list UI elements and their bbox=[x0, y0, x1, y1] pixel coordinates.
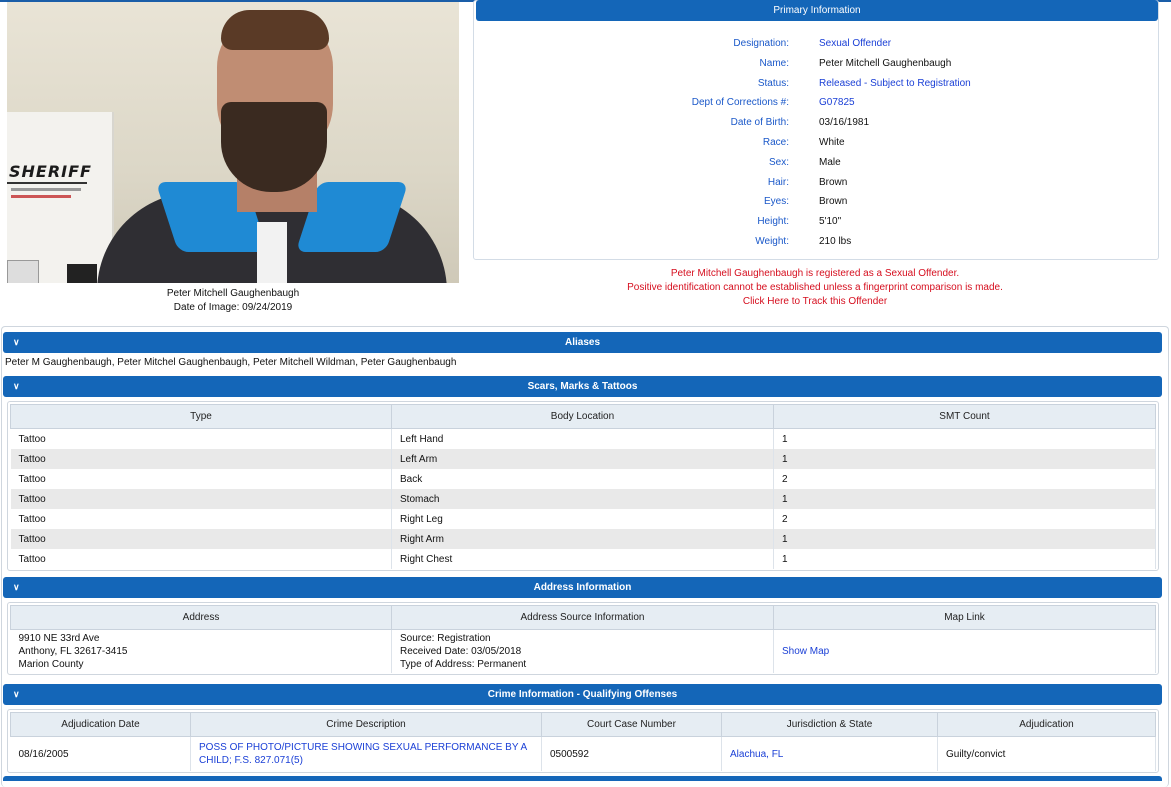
smt-header-count: SMT Count bbox=[774, 405, 1156, 429]
smt-type-cell: Tattoo bbox=[11, 469, 392, 489]
address-header-source: Address Source Information bbox=[392, 606, 774, 630]
primary-info-label: Hair: bbox=[767, 177, 789, 188]
primary-info-value: Brown bbox=[819, 196, 848, 207]
primary-info-label: Dept of Corrections #: bbox=[691, 97, 789, 108]
primary-info-value: Male bbox=[819, 157, 841, 168]
crime-description-link[interactable]: POSS OF PHOTO/PICTURE SHOWING SEXUAL PERFORMANCE BY A CHILD; F.S. 827.071(5) bbox=[199, 742, 527, 766]
crime-header-case-number: Court Case Number bbox=[542, 713, 722, 737]
smt-count-cell: 2 bbox=[774, 509, 1156, 529]
address-header-address: Address bbox=[11, 606, 392, 630]
smt-row bbox=[11, 469, 1156, 489]
primary-info-value: 210 lbs bbox=[819, 236, 852, 247]
smt-location-cell: Left Hand bbox=[392, 429, 774, 450]
photo-caption-name: Peter Mitchell Gaughenbaugh bbox=[166, 288, 300, 299]
smt-location-cell: Right Arm bbox=[392, 529, 774, 549]
primary-info-label: Eyes: bbox=[763, 196, 789, 207]
next-section-header-partial bbox=[3, 776, 1162, 781]
crime-row bbox=[11, 737, 1156, 772]
primary-info-row bbox=[473, 116, 1157, 130]
smt-type-cell: Tattoo bbox=[11, 429, 392, 450]
address-received-date: Received Date: 03/05/2018 bbox=[400, 646, 522, 657]
smt-row bbox=[11, 429, 1156, 450]
smt-type-cell: Tattoo bbox=[11, 489, 392, 509]
primary-info-value: 5'10" bbox=[819, 216, 842, 227]
smt-row bbox=[11, 489, 1156, 509]
primary-info-row bbox=[473, 136, 1157, 150]
chevron-down-icon[interactable]: ∨ bbox=[13, 337, 20, 347]
aliases-text: Peter M Gaughenbaugh, Peter Mitchel Gaughenbaugh, Peter Mitchell Wildman, Peter Gaughenbaugh bbox=[5, 357, 457, 368]
primary-info-row bbox=[473, 37, 1157, 51]
primary-info-value: G07825 bbox=[819, 97, 855, 108]
registration-warning: Peter Mitchell Gaughenbaugh is registered as a Sexual Offender. bbox=[670, 268, 960, 279]
smt-type-cell: Tattoo bbox=[11, 529, 392, 549]
chevron-down-icon[interactable]: ∨ bbox=[13, 381, 20, 391]
smt-type-cell: Tattoo bbox=[11, 549, 392, 569]
smt-count-cell: 1 bbox=[774, 449, 1156, 469]
address-type: Type of Address: Permanent bbox=[400, 659, 527, 670]
primary-info-label: Weight: bbox=[755, 236, 789, 247]
primary-info-label: Sex: bbox=[768, 157, 789, 168]
smt-section-header[interactable]: ∨ Scars, Marks & Tattoos bbox=[3, 376, 1162, 397]
crime-section-header[interactable]: ∨ Crime Information - Qualifying Offenses bbox=[3, 684, 1162, 705]
smt-count-cell: 1 bbox=[774, 429, 1156, 450]
show-map-link[interactable]: Show Map bbox=[782, 646, 830, 657]
smt-location-cell: Right Leg bbox=[392, 509, 774, 529]
primary-info-row bbox=[473, 156, 1157, 170]
crime-header-description: Crime Description bbox=[191, 713, 542, 737]
smt-count-cell: 1 bbox=[774, 529, 1156, 549]
crime-case-number: 0500592 bbox=[542, 737, 722, 772]
primary-info-row bbox=[473, 96, 1157, 110]
crime-date: 08/16/2005 bbox=[11, 737, 191, 772]
primary-info-label: Race: bbox=[762, 137, 789, 148]
smt-header-location: Body Location bbox=[392, 405, 774, 429]
primary-information-header: Primary Information bbox=[476, 0, 1158, 21]
primary-info-value: 03/16/1981 bbox=[819, 117, 870, 128]
smt-location-cell: Left Arm bbox=[392, 449, 774, 469]
address-source: Source: Registration bbox=[400, 633, 491, 644]
primary-info-row bbox=[473, 77, 1157, 91]
smt-header-type: Type bbox=[11, 405, 392, 429]
address-row bbox=[11, 630, 1156, 674]
aliases-section-header[interactable]: ∨ Aliases bbox=[3, 332, 1162, 353]
primary-info-row bbox=[473, 235, 1157, 249]
address-table bbox=[10, 605, 1156, 673]
address-line2: Anthony, FL 32617-3415 bbox=[18, 646, 128, 657]
address-line1: 9910 NE 33rd Ave bbox=[18, 633, 100, 644]
smt-location-cell: Right Chest bbox=[392, 549, 774, 569]
smt-type-cell: Tattoo bbox=[11, 509, 392, 529]
primary-info-row bbox=[473, 176, 1157, 190]
smt-location-cell: Back bbox=[392, 469, 774, 489]
smt-row bbox=[11, 529, 1156, 549]
crime-table bbox=[10, 712, 1156, 771]
smt-location-cell: Stomach bbox=[392, 489, 774, 509]
address-section-header[interactable]: ∨ Address Information bbox=[3, 577, 1162, 598]
smt-count-cell: 2 bbox=[774, 469, 1156, 489]
sheriff-sign-text: SHERIFF bbox=[9, 162, 92, 181]
smt-row bbox=[11, 549, 1156, 569]
primary-info-value: Brown bbox=[819, 177, 848, 188]
jurisdiction-link[interactable]: Alachua, FL bbox=[730, 748, 784, 760]
crime-header-jurisdiction: Jurisdiction & State bbox=[722, 713, 938, 737]
primary-info-row bbox=[473, 57, 1157, 71]
smt-row bbox=[11, 509, 1156, 529]
smt-count-cell: 1 bbox=[774, 549, 1156, 569]
address-county: Marion County bbox=[18, 659, 84, 670]
address-header-map: Map Link bbox=[774, 606, 1156, 630]
smt-table bbox=[10, 404, 1156, 569]
chevron-down-icon[interactable]: ∨ bbox=[13, 582, 20, 592]
primary-info-label: Date of Birth: bbox=[730, 117, 789, 128]
primary-info-row bbox=[473, 215, 1157, 229]
primary-info-label: Height: bbox=[757, 216, 789, 227]
crime-adjudication: Guilty/convict bbox=[938, 737, 1156, 772]
crime-header-adjudication: Adjudication bbox=[938, 713, 1156, 737]
primary-info-row bbox=[473, 195, 1157, 209]
photo-caption-date: Date of Image: 09/24/2019 bbox=[173, 302, 293, 313]
primary-info-value: Sexual Offender bbox=[819, 38, 892, 49]
smt-count-cell: 1 bbox=[774, 489, 1156, 509]
fingerprint-warning: Positive identification cannot be established unless a fingerprint comparison is made. bbox=[627, 282, 1003, 293]
chevron-down-icon[interactable]: ∨ bbox=[13, 689, 20, 699]
offender-photo bbox=[7, 2, 459, 283]
smt-row bbox=[11, 449, 1156, 469]
primary-info-value: White bbox=[819, 137, 845, 148]
primary-info-label: Status: bbox=[757, 78, 789, 89]
smt-type-cell: Tattoo bbox=[11, 449, 392, 469]
primary-info-label: Designation: bbox=[733, 38, 789, 49]
crime-header-date: Adjudication Date bbox=[11, 713, 191, 737]
primary-info-label: Name: bbox=[759, 58, 789, 69]
primary-info-value: Released - Subject to Registration bbox=[819, 78, 971, 89]
track-offender-link[interactable]: Click Here to Track this Offender bbox=[742, 296, 888, 307]
primary-info-value: Peter Mitchell Gaughenbaugh bbox=[819, 58, 952, 69]
